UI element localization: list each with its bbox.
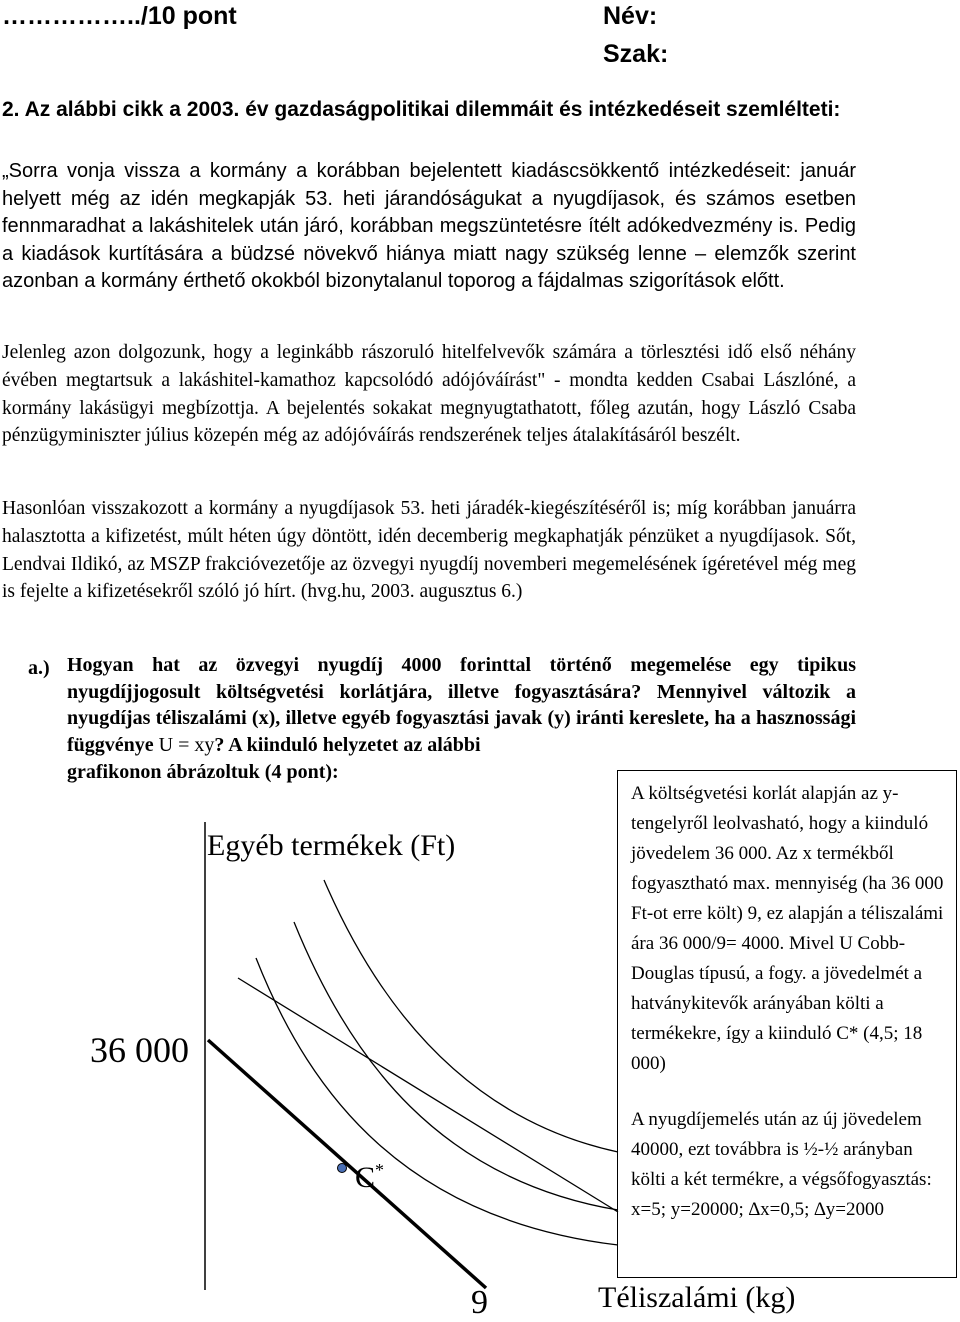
question-text-before: Hogyan hat az özvegyi nyugdíj 4000 forinttal történő megemelése egy tipikus nyugdíjjogosult költségvetési korlátjára, illetve fogyasztására? Mennyivel változik a nyugdíjas téliszalámi (x), illetve egyéb fogyasztási javak (y) iránti kereslete, ha a hasznossági függvénye	[67, 654, 856, 756]
question-label: a.)	[28, 657, 50, 679]
utility-formula: U = xy	[158, 733, 215, 756]
task-title: 2. Az alábbi cikk a 2003. év gazdaságpolitikai dilemmáit és intézkedéseit szemlélteti:	[2, 98, 841, 121]
income-expansion-path	[238, 978, 618, 1212]
major-label: Szak:	[603, 40, 669, 68]
answer-paragraph-2: A nyugdíjemelés után az új jövedelem 40000, ezt továbbra is ½-½ arányban költi a két termékre, a végsőfogyasztás: x=5; y=20000; ∆x=0,5; ∆y=2000	[631, 1109, 932, 1220]
article-paragraph-1: „Sorra vonja vissza a kormány a korábban bejelentett kiadáscsökkentő intézkedéseit: január helyett még az idén megkapják 53. heti járandóságukat a nyugdíjasok, és számos esetben fennmaradhat a lakáshitelek után járó, korábban megszüntetésre ítélt adókedvezmény is. Pedig a kiadások kurtítására a büdzsé növekvő hiánya miatt nagy szükség lenne – elemzők szerint azonban a kormány érthető okokból bizonytalanul toporog a fájdalmas szigorítások előtt.	[2, 160, 856, 292]
answer-box	[617, 770, 957, 1278]
question-last-line: grafikonon ábrázoltuk (4 pont):	[67, 761, 339, 783]
point-label-superscript: *	[375, 1160, 385, 1180]
y-axis-label: Egyéb termékek (Ft)	[207, 829, 456, 862]
x-intercept-label: 9	[471, 1284, 488, 1321]
indifference-curve-3	[324, 880, 618, 1152]
budget-line	[208, 1040, 486, 1288]
answer-paragraph-1: A költségvetési korlát alapján az y-tengelyről leolvasható, hogy a kiinduló jövedelem 36 000. Az x termékből fogyasztható max. mennyiség (ha 36 000 Ft-ot erre költ) 9, ez alapján a téliszalámi ára 36 000/9= 4000. Mivel U Cobb-Douglas típusú, a fogy. a jövedelmét a hatványkitevők arányában költi a termékekre, így a kiinduló C* (4,5; 18 000)	[631, 783, 944, 1074]
optimum-point-c-star	[338, 1164, 347, 1173]
article-paragraph-2: Jelenleg azon dolgozunk, hogy a leginkább rászoruló hitelfelvevők számára a törlesztési idő első néhány évében megtartsuk a lakáshitel-kamathoz kapcsolódó adójóváírást" - mondta kedden Csabai Lászlóné, a kormány lakásügyi megbízottja. A bejelentés sokakat megnyugtathatott, főleg azután, hogy László Csaba pénzügyminiszter július közepén még az adójóváírás rendszerének teljes átalakításáról beszélt.	[2, 342, 856, 447]
indifference-curve-1	[256, 958, 618, 1245]
y-intercept-label: 36 000	[90, 1030, 189, 1070]
question-text-after: ? A kiinduló helyzetet az alábbi	[214, 733, 481, 756]
point-label-letter: C	[355, 1161, 376, 1194]
x-axis-label: Téliszalámi (kg)	[598, 1281, 796, 1314]
point-label	[355, 1160, 384, 1195]
points-field: ……………../10 pont	[2, 2, 237, 30]
article-paragraph-3: Hasonlóan visszakozott a kormány a nyugdíjasok 53. heti járadék-kiegészítéséről is; míg korábban januárra halasztotta a kifizetést, múlt héten úgy döntött, idén decemberig megkaphatják pénzüket a nyugdíjasok. Sőt, Lendvai Ildikó, az MSZP frakcióvezetője az özvegyi nyugdíj novemberi megemelésének ígéretével még meg is fejelte a kifizetésekről szóló jó hírt. (hvg.hu, 2003. augusztus 6.)	[2, 498, 856, 603]
name-label: Név:	[603, 2, 658, 30]
